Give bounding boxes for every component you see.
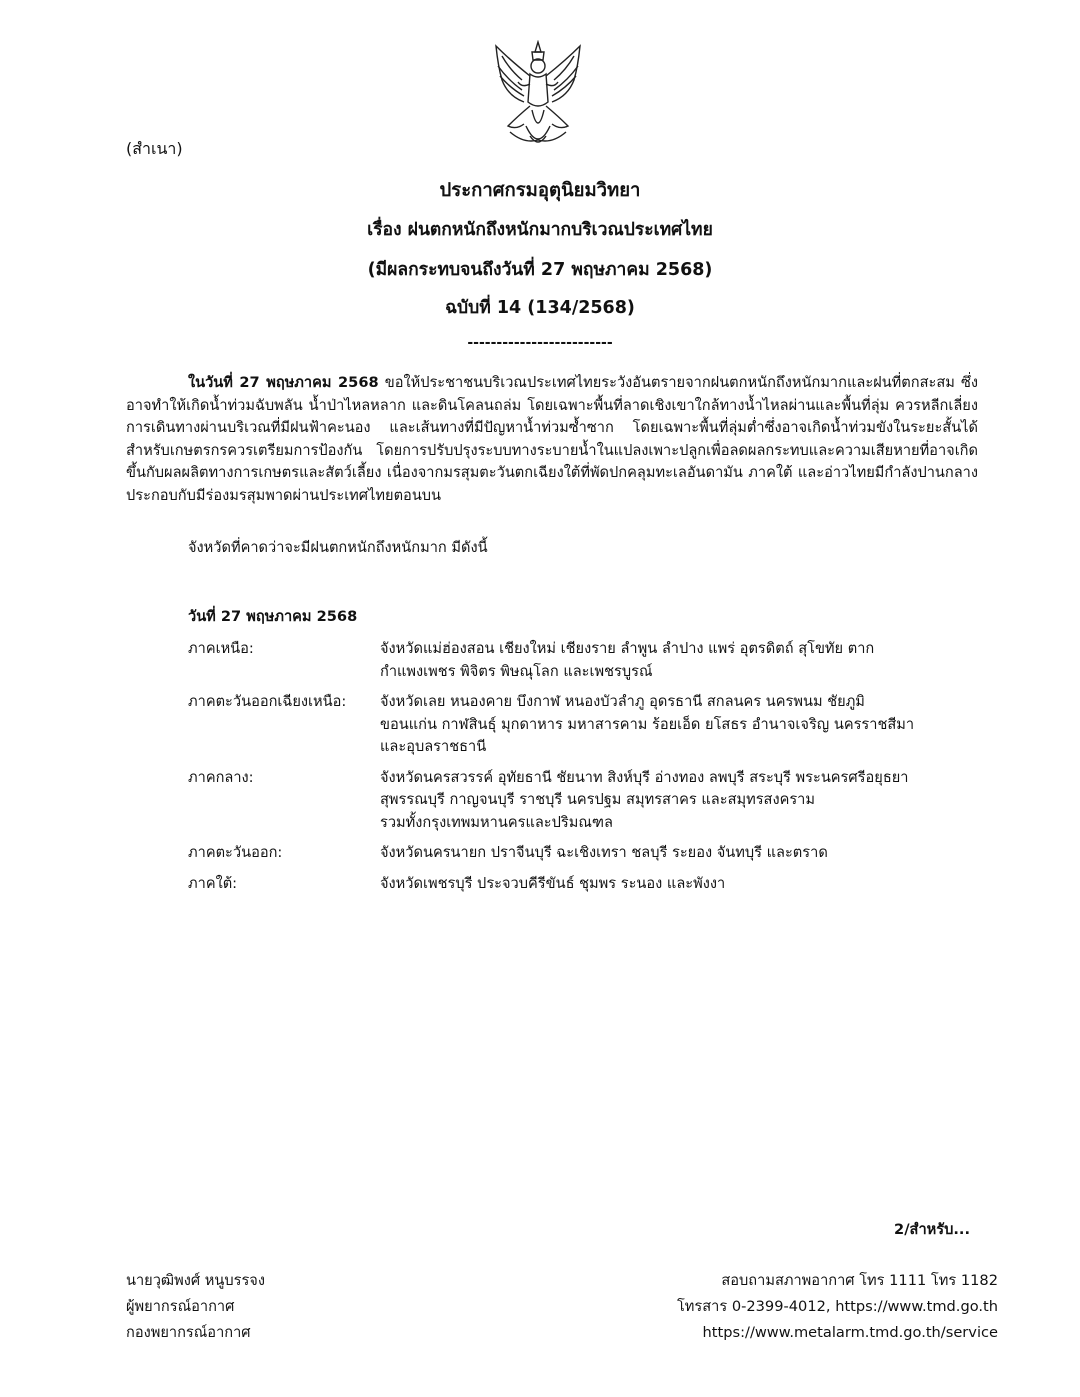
warning-paragraph bbox=[126, 372, 978, 507]
copy-mark: (สำเนา) bbox=[126, 139, 183, 158]
region-provinces bbox=[380, 842, 988, 865]
region-provinces bbox=[380, 873, 988, 896]
region-name: ภาคตะวันออก: bbox=[188, 844, 283, 861]
forecaster-name: นายวุฒิพงศ์ หนูบรรจง bbox=[126, 1272, 265, 1289]
region-row-south bbox=[188, 873, 988, 896]
announcement-effective-date: (มีผลกระทบจนถึงวันที่ 27 พฤษภาคม 2568) bbox=[367, 260, 713, 280]
region-name: ภาคตะวันออกเฉียงเหนือ: bbox=[188, 693, 347, 710]
contact-service-link[interactable]: https://www.metalarm.tmd.go.th/service bbox=[702, 1324, 998, 1341]
province-line: จังหวัดเลย หนองคาย บึงกาฬ หนองบัวลำภู อุดรธานี สกลนคร นครพนม ชัยภูมิ bbox=[380, 693, 865, 710]
contact-phone: สอบถามสภาพอากาศ โทร 1111 โทร 1182 bbox=[721, 1272, 998, 1289]
region-list bbox=[188, 638, 988, 903]
forecaster-position: ผู้พยากรณ์อากาศ bbox=[126, 1298, 235, 1315]
region-provinces bbox=[380, 638, 988, 683]
paragraph-text: ขอให้ประชาชนบริเวณประเทศไทยระวังอันตรายจากฝนตกหนักถึงหนักมากและฝนที่ตกสะสม ซึ่งอาจทำให้เกิดน้ำท่วมฉับพลัน น้ำป่าไหลหลาก และดินโคลนถล่ม โดยเฉพาะพื้นที่ลาดเชิงเขาใกล้ทางน้ำไหลผ่านและพื้นที่ลุ่ม ควรหลีกเลี่ยงการเดินทางผ่านบริเวณที่มีฝนฟ้าคะนอง และเส้นทางที่มีปัญหาน้ำท่วมซ้ำซาก โดยเฉพาะพื้นที่ลุ่มต่ำซึ่งอาจเกิดน้ำท่วมขังในระยะสั้นได้ สำหรับเกษตรกรควรเตรียมการป้องกัน โดยการปรับปรุงระบบทางระบายน้ำในแปลงเพาะปลูกเพื่อลดผลกระทบและความเสียหายที่อาจเกิดขึ้นกับผลผลิตทางการเกษตรและสัตว์เลี้ยง เนื่องจากมรสุมตะวันตกเฉียงใต้ที่พัดปกคลุมทะเลอันดามัน ภาคใต้ และอ่าวไทยมีกำลังปานกลาง ประกอบกับมีร่องมรสุมพาดผ่านประเทศไทยตอนบน bbox=[126, 374, 978, 504]
continuation-note: 2/สำหรับ... bbox=[894, 1221, 970, 1238]
region-name: ภาคเหนือ: bbox=[188, 640, 254, 657]
region-row-east bbox=[188, 842, 988, 865]
announcement-subject: เรื่อง ฝนตกหนักถึงหนักมากบริเวณประเทศไทย bbox=[367, 220, 713, 240]
contact-fax-website: โทรสาร 0-2399-4012, https://www.tmd.go.th bbox=[676, 1298, 998, 1315]
announcement-title: ประกาศกรมอุตุนิยมวิทยา bbox=[439, 180, 641, 201]
province-line: ขอนแก่น กาฬสินธุ์ มุกดาหาร มหาสารคาม ร้อยเอ็ด ยโสธร อำนาจเจริญ นครราชสีมา bbox=[380, 715, 915, 733]
province-line: จังหวัดแม่ฮ่องสอน เชียงใหม่ เชียงราย ลำพูน ลำปาง แพร่ อุตรดิตถ์ สุโขทัย ตาก bbox=[380, 640, 875, 657]
province-line: และอุบลราชธานี bbox=[380, 738, 487, 755]
province-line: สุพรรณบุรี กาญจนบุรี ราชบุรี นครปฐม สมุทรสาคร และสมุทรสงคราม bbox=[380, 791, 815, 808]
paragraph-lead-date: ในวันที่ 27 พฤษภาคม 2568 bbox=[188, 374, 379, 391]
region-name: ภาคใต้: bbox=[188, 874, 238, 892]
province-line: รวมทั้งกรุงเทพมหานครและปริมณฑล bbox=[380, 813, 613, 831]
province-line: จังหวัดเพชรบุรี ประจวบคีรีขันธ์ ชุมพร ระนอง และพังงา bbox=[380, 874, 726, 892]
announcement-issue-number: ฉบับที่ 14 (134/2568) bbox=[445, 298, 635, 318]
province-line: จังหวัดนครสวรรค์ อุทัยธานี ชัยนาท สิงห์บุรี อ่างทอง ลพบุรี สระบุรี พระนครศรีอยุธยา bbox=[380, 768, 909, 786]
province-list-intro: จังหวัดที่คาดว่าจะมีฝนตกหนักถึงหนักมาก มีดังนี้ bbox=[188, 539, 488, 556]
garuda-emblem-icon bbox=[488, 40, 588, 156]
region-provinces bbox=[380, 767, 988, 835]
forecaster-division: กองพยากรณ์อากาศ bbox=[126, 1324, 251, 1341]
region-name: ภาคกลาง: bbox=[188, 768, 254, 786]
forecast-date-heading: วันที่ 27 พฤษภาคม 2568 bbox=[188, 608, 358, 625]
province-line: จังหวัดนครนายก ปราจีนบุรี ฉะเชิงเทรา ชลบุรี ระยอง จันทบุรี และตราด bbox=[380, 844, 828, 861]
title-divider: ------------------------- bbox=[467, 335, 613, 351]
region-row-northeast bbox=[188, 691, 988, 759]
forecaster-signature-block bbox=[126, 1268, 265, 1346]
region-row-north bbox=[188, 638, 988, 683]
contact-block bbox=[677, 1268, 998, 1346]
region-row-central bbox=[188, 767, 988, 835]
province-line: กำแพงเพชร พิจิตร พิษณุโลก และเพชรบูรณ์ bbox=[380, 662, 653, 680]
region-provinces bbox=[380, 691, 988, 759]
